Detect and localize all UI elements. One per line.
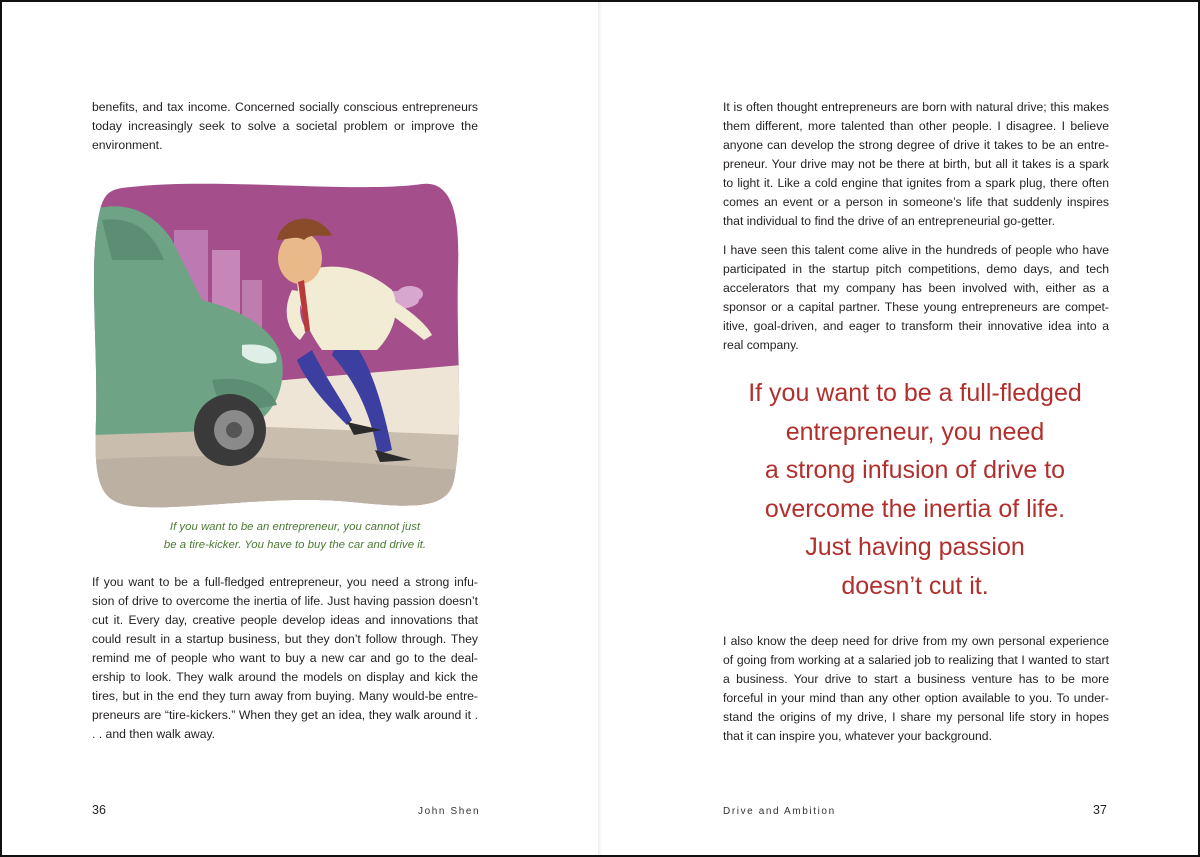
pull-quote-line: overcome the inertia of life.: [764, 494, 1066, 523]
left-paragraph-top: benefits, and tax income. Concerned socially conscious entrepreneurs today increasingly seek to solve a societal problem or improve the environment.: [92, 100, 478, 152]
page-number-left: 36: [92, 803, 106, 817]
pull-quote: [710, 374, 1120, 605]
pull-quote-line: If you want to be a full-fledged: [748, 379, 1082, 407]
cloud-shape: [397, 286, 423, 302]
man-face: [278, 232, 322, 284]
right-paragraph-1: It is often thought entrepreneurs are born with natural drive; this makes them different, more talented than other people. I disagree. I believe anyone can develop the strong degree of drive it takes to be an entre- preneur. Your drive may not be there at birth, but all it takes is a spark to light it. Like a cold engine that ignites from a spark plug, there often comes an event or a person in someone’s life that suddenly inspires that individual to find the drive of an entrepreneurial go-getter.: [723, 100, 1109, 228]
pull-quote-line: doesn’t cut it.: [841, 571, 989, 600]
right-paragraph-2: I have seen this talent come alive in the hundreds of people who have participated in the startup pitch competitions, demo days, and tech accelerators that my company has been involved with, either as a sponsor or a capital partner. These young entrepreneurs are compet- itive, goal-driven, and eager to transform their innovative idea into a real company.: [723, 243, 1109, 352]
running-head-title: Drive and Ambition: [723, 806, 836, 817]
car-kick-illustration: [92, 180, 462, 510]
pull-quote-line: a strong infusion of drive to: [764, 456, 1066, 484]
pull-quote-line: entrepreneur, you need: [785, 417, 1045, 446]
caption-line: If you want to be an entrepreneur, you cannot just: [169, 521, 421, 533]
left-paragraph-bottom: If you want to be a full-fledged entrepreneur, you need a strong infu- sion of drive to overcome the inertia of life. Just having passion doesn’t cut it. Every day, creative people develop ideas and innovations that could result in a startup business, but they don’t follow through. They remind me of people who want to buy a new car and go to the deal- ership to look. They walk around the models on display and kick the tires, but in the end they turn away from buying. Many would-be entre- preneurs are “tire-kickers.” When they get an idea, they walk around it . . . and then walk away.: [92, 575, 478, 741]
running-head-author: John Shen: [418, 806, 481, 817]
caption-line: be a tire-kicker. You have to buy the car and drive it.: [163, 539, 427, 551]
pull-quote-line: Just having passion: [805, 533, 1025, 561]
right-paragraph-3: I also know the deep need for drive from my own personal experience of going from working at a salaried job to realizing that I wanted to start a business. Your drive to start a business venture has to be more forceful in your mind than any other option available to you. To under- stand the origins of my drive, I share my personal life story in hopes that it can inspire you, whatever your background.: [723, 634, 1109, 743]
car-hub: [226, 422, 242, 438]
figure-caption: [120, 518, 470, 554]
page-number-right: 37: [1093, 803, 1107, 817]
